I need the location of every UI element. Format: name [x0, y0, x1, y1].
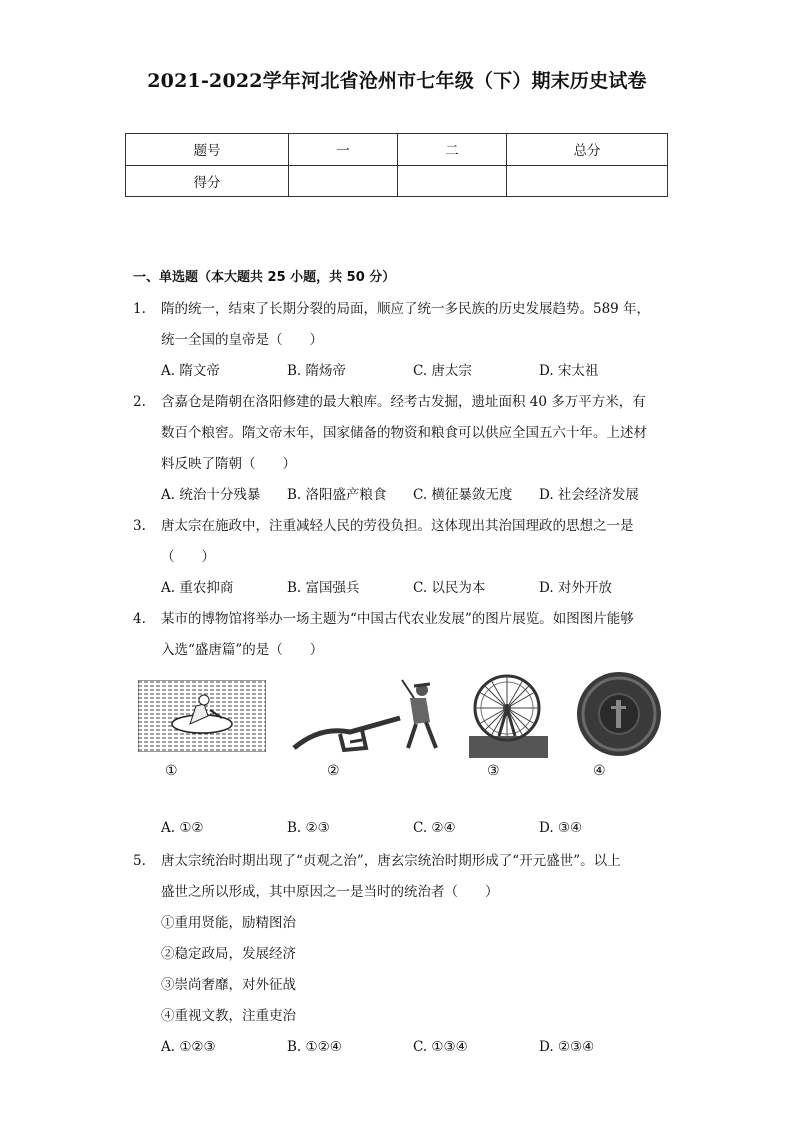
option-c[interactable]: C. 以民为本: [413, 580, 486, 596]
question-number: 2.: [133, 394, 146, 410]
option-a[interactable]: A. 隋文帝: [161, 363, 220, 379]
question-number: 5.: [133, 853, 146, 869]
figure-4-drawing: [575, 670, 663, 758]
option-d[interactable]: D. 社会经济发展: [539, 487, 639, 503]
sub-item: ②稳定政局，发展经济: [161, 946, 296, 962]
question-text-line: 唐太宗统治时期出现了“贞观之治”，唐玄宗统治时期形成了“开元盛世”。以上: [161, 853, 621, 869]
option-c[interactable]: C. 唐太宗: [413, 363, 472, 379]
question-5-options: [161, 1032, 681, 1063]
question-4-options: [161, 813, 681, 844]
question-2-options: [161, 480, 681, 511]
figure-1-drawing: [138, 680, 266, 752]
option-a[interactable]: A. 重农抑商: [161, 580, 234, 596]
figure-2-label: ②: [327, 763, 340, 779]
question-text-line: （ ）: [161, 549, 215, 565]
sub-item: ①重用贤能，励精图治: [161, 915, 296, 931]
exam-title: 2021-2022学年河北省沧州市七年级（下）期末历史试卷: [147, 70, 647, 92]
question-text-line: 含嘉仓是隋朝在洛阳修建的最大粮库。经考古发掘，遗址面积 40 多万平方米，有: [161, 394, 646, 410]
option-b[interactable]: B. 洛阳盛产粮食: [287, 487, 387, 503]
figure-2-image: [290, 676, 445, 758]
figure-3-label: ③: [487, 763, 500, 779]
score-input-cell[interactable]: [398, 165, 507, 197]
question-number: 4.: [133, 611, 146, 627]
option-b[interactable]: B. 隋炀帝: [287, 363, 347, 379]
figure-1-label: ①: [165, 763, 178, 779]
score-input-cell[interactable]: [507, 165, 668, 197]
option-d[interactable]: D. 对外开放: [539, 580, 612, 596]
question-text-line: 唐太宗在施政中，注重减轻人民的劳役负担。这体现出其治国理政的思想之一是: [161, 518, 634, 534]
option-b[interactable]: B. ②③: [287, 820, 330, 836]
option-c[interactable]: C. ②④: [413, 820, 456, 836]
score-table: [125, 133, 668, 197]
figure-3-image: [469, 670, 548, 758]
sub-item: ④重视文教，注重吏治: [161, 1008, 296, 1024]
score-header-cell: 二: [398, 134, 507, 166]
score-table-row: [126, 165, 668, 197]
figure-2-drawing: [290, 676, 445, 758]
score-header-cell: 题号: [126, 134, 289, 166]
sub-item: ③崇尚奢靡，对外征战: [161, 977, 296, 993]
option-d[interactable]: D. ③④: [539, 820, 583, 836]
question-text-line: 某市的博物馆将举办一场主题为“中国古代农业发展”的图片展览。如图图片能够: [161, 611, 634, 627]
option-a[interactable]: A. 统治十分残暴: [161, 487, 261, 503]
question-text-line: 料反映了隋朝（ ）: [161, 456, 296, 472]
option-a[interactable]: A. ①②: [161, 820, 204, 836]
score-table-header-row: [126, 134, 668, 166]
score-header-cell: 一: [289, 134, 398, 166]
score-header-cell: 总分: [507, 134, 668, 166]
question-text-line: 隋的统一，结束了长期分裂的局面，顺应了统一多民族的历史发展趋势。589 年，: [161, 301, 651, 317]
option-d[interactable]: D. ②③④: [539, 1039, 595, 1055]
figure-3-drawing: [469, 670, 548, 758]
figure-4-image: [575, 670, 663, 758]
question-number: 3.: [133, 518, 146, 534]
question-text-line: 入选“盛唐篇”的是（ ）: [161, 642, 324, 658]
option-c[interactable]: C. 横征暴敛无度: [413, 487, 513, 503]
score-row-label: 得分: [126, 165, 289, 197]
question-1-options: [161, 356, 681, 387]
question-3-options: [161, 573, 681, 604]
option-d[interactable]: D. 宋太祖: [539, 363, 599, 379]
option-a[interactable]: A. ①②③: [161, 1039, 216, 1055]
score-input-cell[interactable]: [289, 165, 398, 197]
question-text-line: 统一全国的皇帝是（ ）: [161, 332, 323, 348]
question-text-line: 数百个粮窖。隋文帝末年，国家储备的物资和粮食可以供应全国五六十年。上述材: [161, 425, 647, 441]
figure-1-image: [138, 680, 266, 752]
question-text-line: 盛世之所以形成，其中原因之一是当时的统治者（ ）: [161, 884, 499, 900]
option-c[interactable]: C. ①③④: [413, 1039, 468, 1055]
question-number: 1.: [133, 301, 146, 317]
option-b[interactable]: B. 富国强兵: [287, 580, 360, 596]
option-b[interactable]: B. ①②④: [287, 1039, 342, 1055]
figure-4-label: ④: [593, 763, 606, 779]
section-heading: 一、单选题（本大题共 25 小题，共 50 分）: [133, 270, 396, 285]
